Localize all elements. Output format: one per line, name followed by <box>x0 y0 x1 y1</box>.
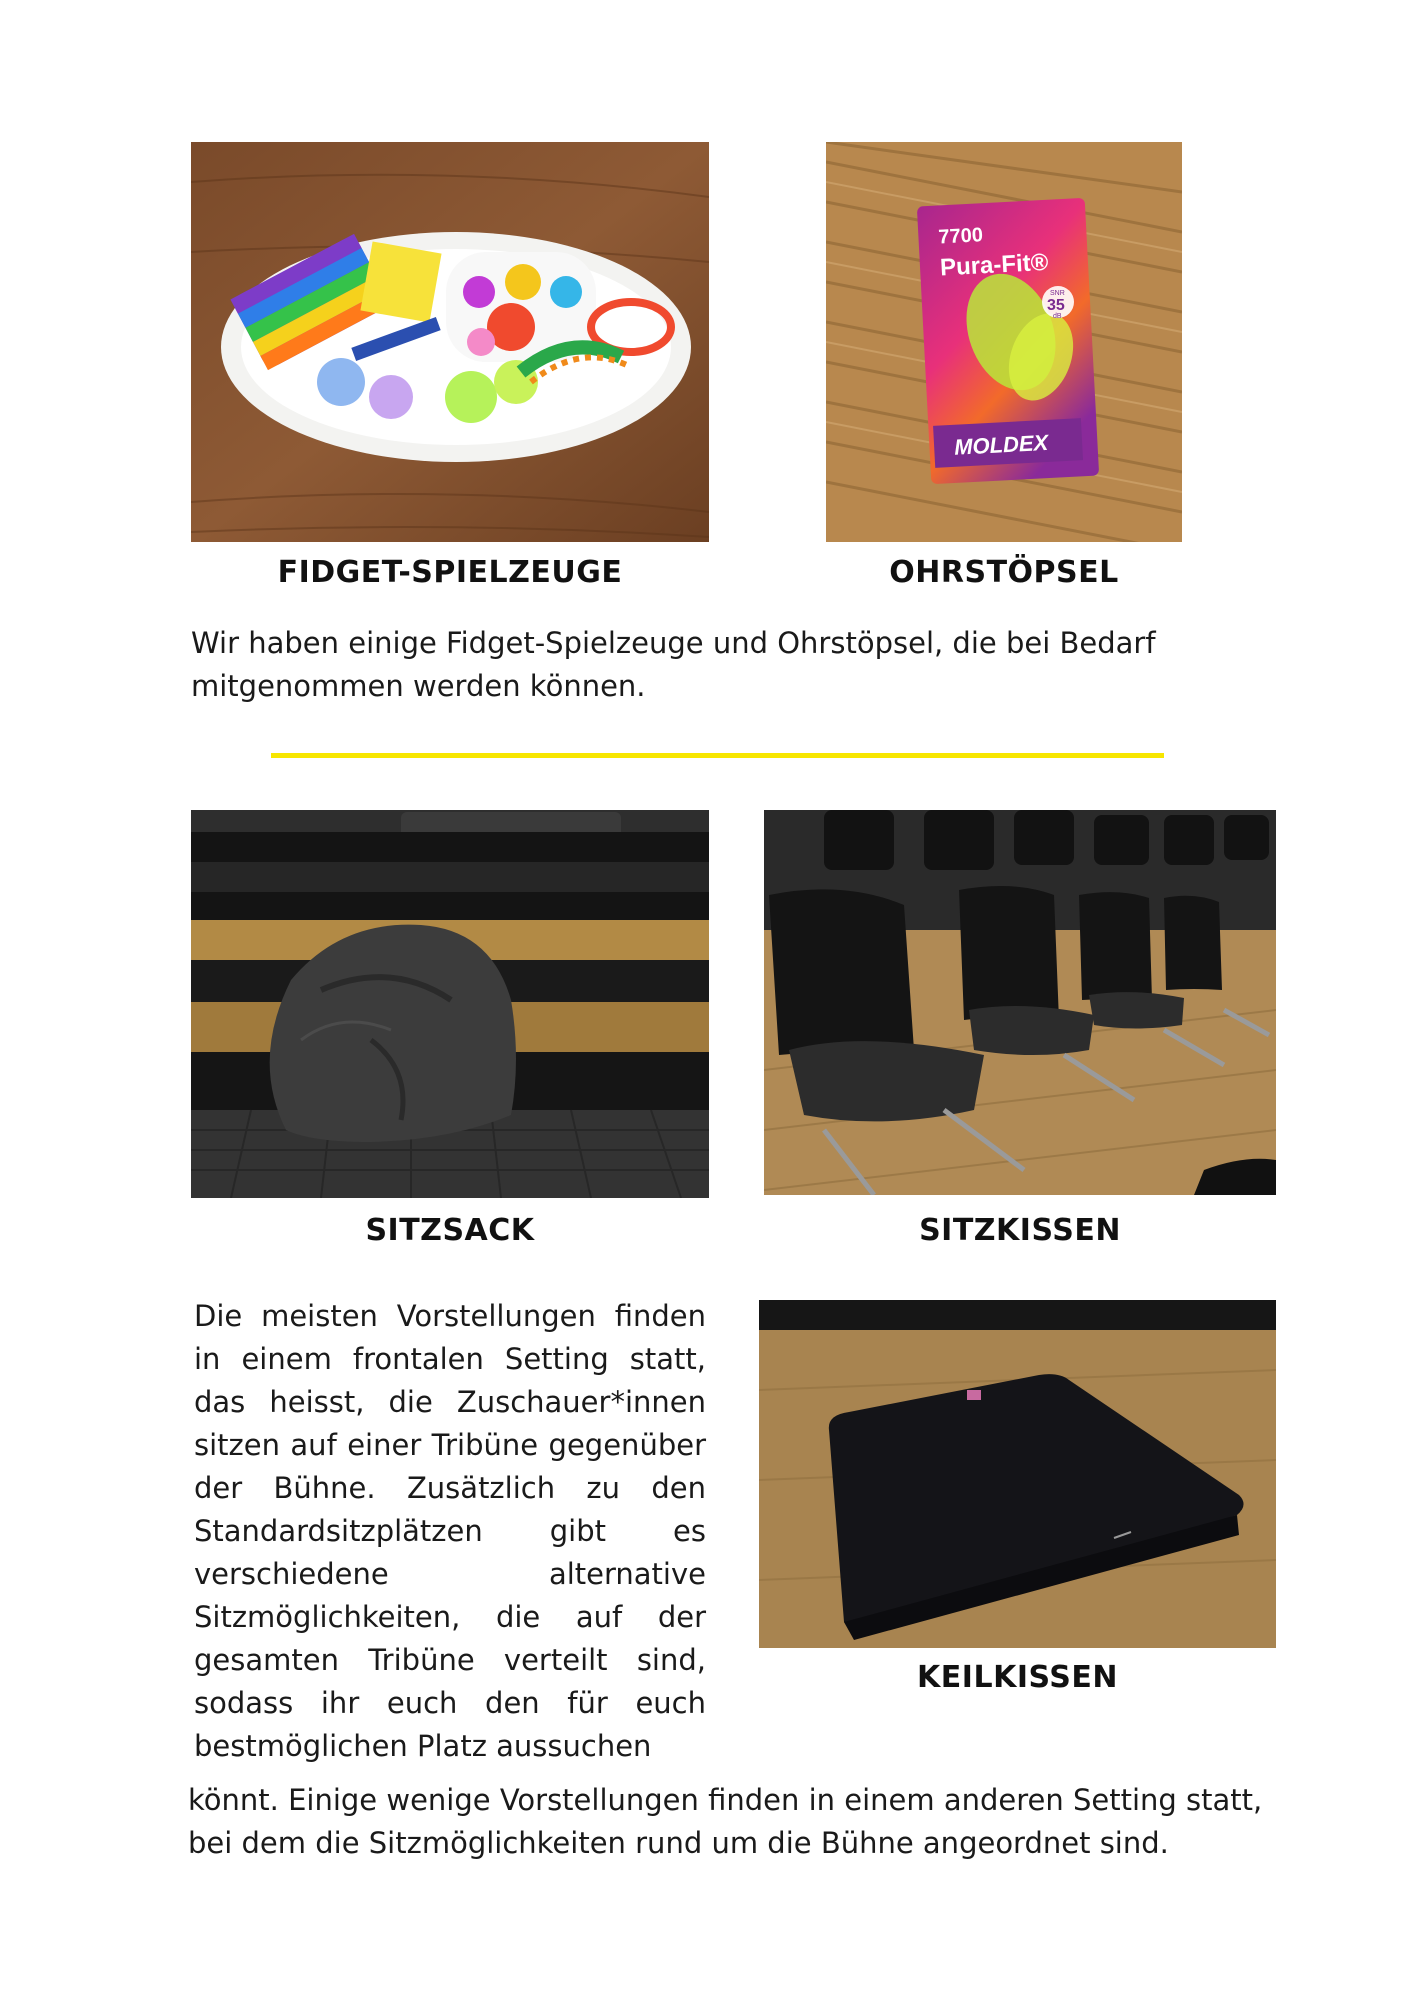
earplug-pack-snr-label: SNR <box>1050 290 1065 297</box>
seating-text-column: Die meisten Vorstellungen finden in einem frontalen Setting statt, das heisst, die Zuschauer*innen sitzen auf einer Tribüne gegenüber der Bühne. Zusätzlich zu den Standardsitzplätzen gibt es verschiedene alternative Sitzmöglichkeiten, die auf der gesamten Tribüne verteilt sind, sodass ihr euch den für euch bestmöglichen Platz aussuchen <box>194 1299 706 1763</box>
caption-wedge-cushion: KEILKISSEN <box>917 1660 1118 1695</box>
seat-cushions-photo <box>764 810 1276 1195</box>
caption-earplugs: OHRSTÖPSEL <box>889 555 1119 590</box>
yellow-divider <box>271 753 1164 758</box>
beanbag-photo <box>191 810 709 1198</box>
caption-beanbag: SITZSACK <box>365 1213 535 1248</box>
earplug-pack-snr-unit: dB <box>1053 313 1062 320</box>
wedge-cushion-photo <box>759 1300 1276 1648</box>
earplug-pack-product: Pura-Fit® <box>939 248 1050 282</box>
intro-text: Wir haben einige Fidget-Spielzeuge und Ohrstöpsel, die bei Bedarf mitgenommen werden können. <box>191 626 1156 703</box>
earplug-pack-snr-value: 35 <box>1047 297 1065 314</box>
caption-fidget: FIDGET-SPIELZEUGE <box>277 555 623 590</box>
earplugs-photo <box>826 142 1182 542</box>
caption-seat-cushion: SITZKISSEN <box>919 1213 1121 1248</box>
earplug-pack-number: 7700 <box>937 224 984 249</box>
fidget-toys-photo <box>191 142 709 542</box>
earplug-pack-brand: MOLDEX <box>953 429 1049 460</box>
seating-text-continued: könnt. Einige wenige Vorstellungen finden in einem anderen Setting statt, bei dem die Sitzmöglichkeiten rund um die Bühne angeordnet sind. <box>188 1783 1263 1860</box>
